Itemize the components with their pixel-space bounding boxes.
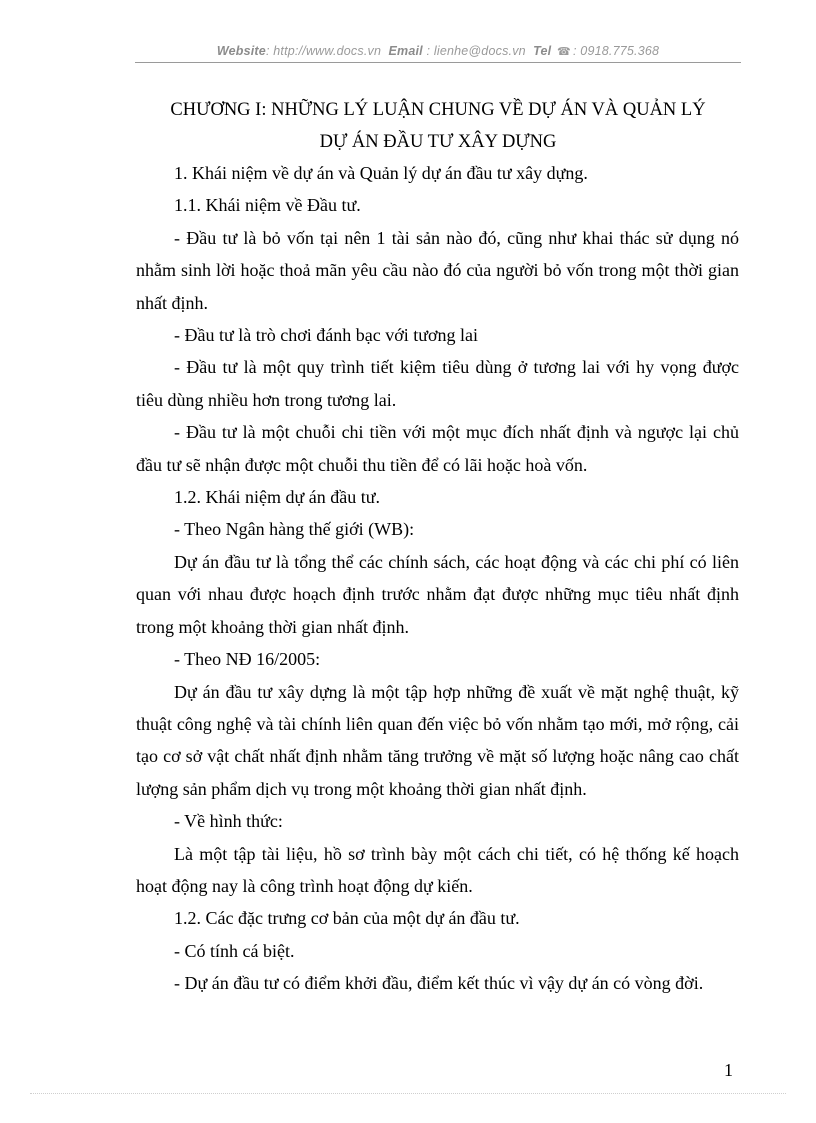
paragraph: - Có tính cá biệt. [174,940,295,961]
chapter-title-line-2: DỰ ÁN ĐẦU TƯ XÂY DỰNG [319,132,557,152]
website-value: : http://www.docs.vn [265,44,382,58]
paragraph: 1.2. Khái niệm dự án đầu tư. [174,487,380,508]
paragraph: Là một tập tài liệu, hồ sơ trình bày một cách chi tiết, có hệ thống kế hoạch hoạt động nay là công trình hoạt động dự kiến. [136,843,739,896]
chapter-title-line-1: CHƯƠNG I: NHỮNG LÝ LUẬN CHUNG VỀ DỰ ÁN VÀ QUẢN LÝ [170,100,706,120]
paragraph: - Đầu tư là trò chơi đánh bạc với tương lai [174,325,478,346]
paragraph: - Về hình thức: [174,811,283,832]
paragraph: - Đầu tư là bỏ vốn tại nên 1 tài sản nào đó, cũng như khai thác sử dụng nó nhằm sinh lời hoặc thoả mãn yêu cầu nào đó của người bỏ vốn trong một thời gian nhất định. [136,227,739,313]
email-label: Email [388,44,423,58]
footer-divider [30,1093,786,1094]
paragraph: Dự án đầu tư xây dựng là một tập hợp những đề xuất về mặt nghệ thuật, kỹ thuật công nghệ và tài chính liên quan đến việc bỏ vốn nhằm tạo mới, mở rộng, cải tạo cơ sở vật chất nhất định nhằm tăng trưởng về mặt số lượng hoặc nâng cao chất lượng sản phẩm dịch vụ trong một khoảng thời gian nhất định. [136,681,739,799]
website-label: Website [216,44,266,58]
email-value: : lienhe@docs.vn [426,44,526,58]
header-divider [135,62,741,63]
phone-icon: ☎ [557,46,571,58]
paragraph: - Theo Ngân hàng thế giới (WB): [174,519,415,540]
page-header [135,44,741,58]
document-body [136,157,739,1000]
tel-label: Tel [533,44,552,58]
paragraph: - Dự án đầu tư có điểm khởi đầu, điểm kết thúc vì vậy dự án có vòng đời. [174,973,704,994]
paragraph: - Theo NĐ 16/2005: [174,649,321,670]
page-number: 1 [724,1060,733,1080]
paragraph: - Đầu tư là một chuỗi chi tiền với một mục đích nhất định và ngược lại chủ đầu tư sẽ nhận được một chuỗi thu tiền để có lãi hoặc hoà vốn. [136,422,739,475]
paragraph: - Đầu tư là một quy trình tiết kiệm tiêu dùng ở tương lai với hy vọng được tiêu dùng nhiều hơn trong tương lai. [136,357,739,410]
paragraph: 1.1. Khái niệm về Đầu tư. [174,195,361,216]
paragraph: Dự án đầu tư là tổng thể các chính sách, các hoạt động và các chi phí có liên quan với nhau được hoạch định trước nhằm đạt được những mục tiêu nhất định trong một khoảng thời gian nhất định. [136,551,739,637]
tel-value: : 0918.775.368 [572,44,660,58]
paragraph: 1.2. Các đặc trưng cơ bản của một dự án đầu tư. [174,908,520,929]
paragraph: 1. Khái niệm về dự án và Quản lý dự án đầu tư xây dựng. [174,163,588,183]
